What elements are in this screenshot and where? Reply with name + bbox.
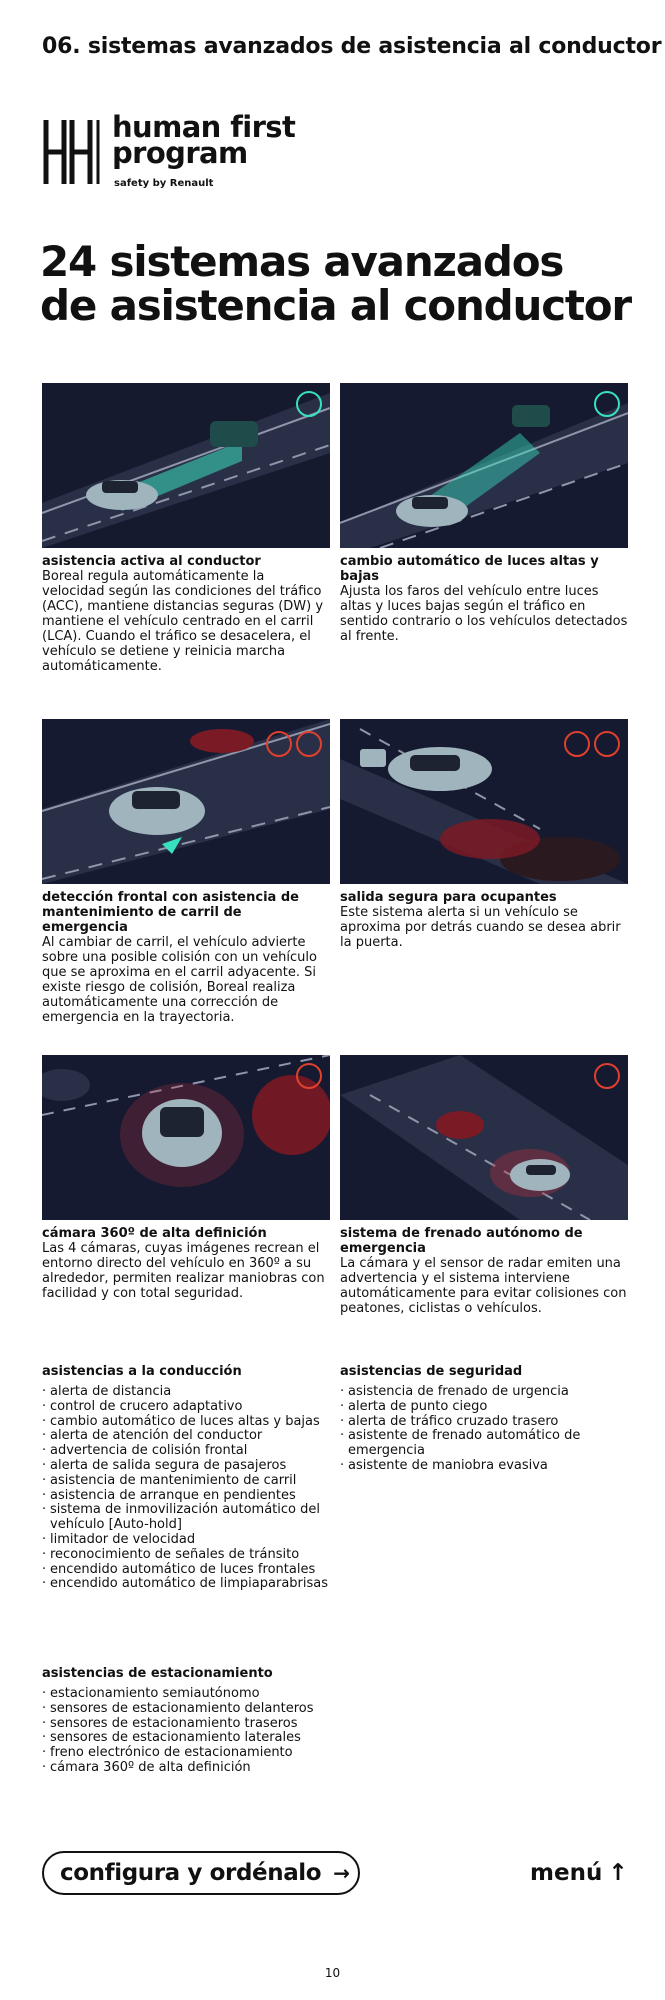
- list-item: · alerta de salida segura de pasajeros: [42, 1459, 342, 1474]
- list-items: [42, 1687, 342, 1776]
- list-item: · asistencia de mantenimiento de carril: [42, 1474, 342, 1489]
- lane-warning-icon: [266, 731, 292, 757]
- arrow-up-icon: ↑: [608, 1860, 628, 1886]
- feature-card-camera-360: [42, 1055, 330, 1301]
- list-item: · sensores de estacionamiento traseros: [42, 1717, 342, 1732]
- feature-title: cámara 360º de alta definición: [42, 1226, 267, 1241]
- feature-card-safe-exit: [340, 719, 628, 950]
- list-item: · sensores de estacionamiento delanteros: [42, 1702, 342, 1717]
- feature-description: Boreal regula automáticamente la velocidad según las condiciones del tráfico (ACC), mantiene distancias seguras (DW) y mantiene el vehículo centrado en el carril (LCA). Cuando el tráfico se desacelera, el vehículo se detiene y reinicia marcha automáticamente.: [42, 569, 324, 674]
- feature-card-auto-lights: [340, 383, 628, 644]
- list-driving-assists: [42, 1364, 342, 1592]
- feature-title: sistema de frenado autónomo de emergencia: [340, 1226, 583, 1256]
- list-safety-assists: [340, 1364, 640, 1474]
- page-number: 10: [324, 1966, 341, 1980]
- list-item: · control de crucero adaptativo: [42, 1400, 342, 1415]
- feature-title: asistencia activa al conductor: [42, 554, 261, 569]
- list-item: · asistencia de arranque en pendientes: [42, 1489, 342, 1504]
- list-item: · asistente de maniobra evasiva: [340, 1459, 640, 1474]
- steering-icon: [296, 731, 322, 757]
- list-title: asistencias de seguridad: [340, 1364, 523, 1379]
- feature-card-active-assist: [42, 383, 330, 674]
- list-item: · cambio automático de luces altas y bajas: [42, 1415, 342, 1430]
- feature-description: La cámara y el sensor de radar emiten una advertencia y el sistema interviene automáticamente para evitar colisiones con peatones, ciclistas o vehículos.: [340, 1256, 627, 1316]
- list-items: [42, 1385, 342, 1592]
- list-item: · cámara 360º de alta definición: [42, 1761, 342, 1776]
- list-parking-assists: [42, 1666, 342, 1776]
- menu-link[interactable]: [530, 1860, 628, 1886]
- bell-alert-icon: [564, 731, 590, 757]
- list-item: · alerta de distancia: [42, 1385, 342, 1400]
- list-items: [340, 1385, 640, 1474]
- list-title: asistencias de estacionamiento: [42, 1666, 273, 1681]
- logo-mark-icon: [42, 116, 102, 188]
- feature-card-emergency-brake: [340, 1055, 628, 1316]
- list-item: · alerta de punto ciego: [340, 1400, 640, 1415]
- list-title: asistencias a la conducción: [42, 1364, 242, 1379]
- feature-title: cambio automático de luces altas y bajas: [340, 554, 599, 584]
- configure-order-button[interactable]: [42, 1851, 360, 1895]
- car-speed-icon: [296, 391, 322, 417]
- list-item: · limitador de velocidad: [42, 1533, 342, 1548]
- feature-description: Las 4 cámaras, cuyas imágenes recrean el entorno directo del vehículo en 360º a su alrededor, permiten realizar maniobras con facilidad y con total seguridad.: [42, 1241, 325, 1301]
- list-item: · asistente de frenado automático de emergencia: [340, 1429, 640, 1459]
- list-item: · alerta de atención del conductor: [42, 1429, 342, 1444]
- arrow-right-icon: →: [333, 1861, 350, 1885]
- feature-description: Este sistema alerta si un vehículo se aproxima por detrás cuando se desea abrir la puerta.: [340, 905, 621, 950]
- camera-360-icon: [296, 1063, 322, 1089]
- feature-image-camera-360: [42, 1055, 330, 1220]
- feature-title: salida segura para ocupantes: [340, 890, 557, 905]
- list-item: · sistema de inmovilización automático del vehículo [Auto-hold]: [42, 1503, 342, 1533]
- list-item: · reconocimiento de señales de tránsito: [42, 1548, 342, 1563]
- menu-label: menú: [530, 1860, 603, 1886]
- feature-image-active-assist: [42, 383, 330, 548]
- feature-description: Al cambiar de carril, el vehículo advierte sobre una posible colisión con un vehículo que se aproxima en el carril adyacente. Si existe riesgo de colisión, Boreal realiza automáticamente una corrección de emergencia en la trayectoria.: [42, 935, 317, 1025]
- list-item: · encendido automático de limpiaparabrisas: [42, 1577, 342, 1592]
- emergency-brake-icon: [594, 1063, 620, 1089]
- list-item: · freno electrónico de estacionamiento: [42, 1746, 342, 1761]
- list-item: · alerta de tráfico cruzado trasero: [340, 1415, 640, 1430]
- logo-text-line2: program: [112, 136, 248, 170]
- list-item: · advertencia de colisión frontal: [42, 1444, 342, 1459]
- page-title: [40, 237, 640, 330]
- feature-card-lane-emergency: [42, 719, 330, 1025]
- feature-image-safe-exit: [340, 719, 628, 884]
- feature-image-emergency-brake: [340, 1055, 628, 1220]
- door-exit-icon: [594, 731, 620, 757]
- feature-description: Ajusta los faros del vehículo entre luces altas y luces bajas según el tráfico en sentido contrario o los vehículos detectados al frente.: [340, 584, 628, 644]
- human-first-logo: [42, 112, 342, 192]
- list-item: · sensores de estacionamiento laterales: [42, 1731, 342, 1746]
- feature-image-lane-emergency: [42, 719, 330, 884]
- list-item: · encendido automático de luces frontales: [42, 1563, 342, 1578]
- feature-image-auto-lights: [340, 383, 628, 548]
- logo-subtitle: safety by Renault: [114, 178, 214, 189]
- page-title-line1: 24 sistemas avanzados: [40, 237, 564, 286]
- feature-title: detección frontal con asistencia de mantenimiento de carril de emergencia: [42, 890, 299, 935]
- headlight-icon: [594, 391, 620, 417]
- list-item: · estacionamiento semiautónomo: [42, 1687, 342, 1702]
- page-title-line2: de asistencia al conductor: [40, 281, 631, 330]
- list-item: · asistencia de frenado de urgencia: [340, 1385, 640, 1400]
- cta-label: configura y ordénalo: [60, 1860, 322, 1886]
- logo-text-line1: human first: [112, 110, 296, 144]
- section-header: 06. sistemas avanzados de asistencia al conductor: [42, 34, 662, 59]
